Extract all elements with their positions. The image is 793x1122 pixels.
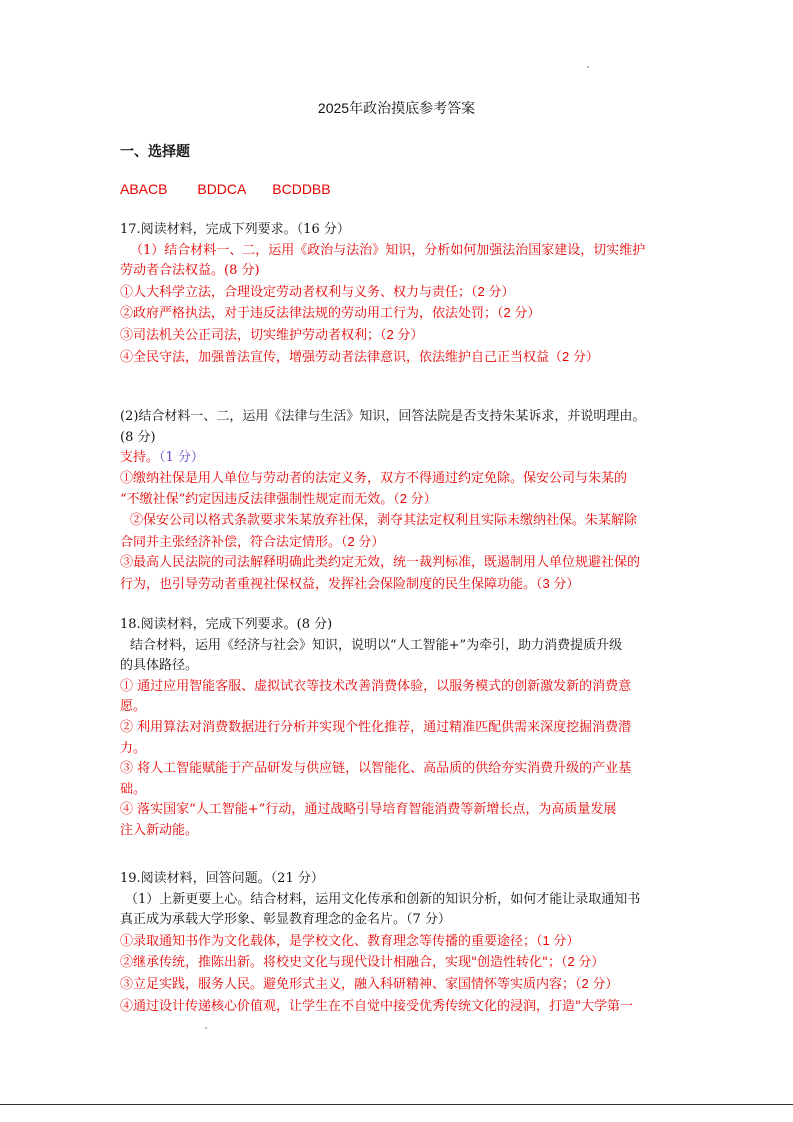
answer-group-3: BCDDBB xyxy=(272,181,331,197)
page-title: 2025年政治摸底参考答案 xyxy=(317,100,476,116)
choice-answers xyxy=(120,181,331,197)
q17-part1-prompt-line2: 劳动者合法权益。(8 分) xyxy=(120,263,260,279)
q18-prompt-line1: 结合材料，运用《经济与社会》知识，说明以“人工智能+”为牵引，助力消费提质升级 xyxy=(130,637,623,653)
q19-part1-point-4: ④通过设计传递核心价值观，让学生在不自觉中接受优秀传统文化的浸润，打造"大学第一 xyxy=(120,998,633,1014)
q17-part2-point-1-line1: ①缴纳社保是用人单位与劳动者的法定义务，双方不得通过约定免除。保安公司与朱某的 xyxy=(120,470,628,486)
q17-part2-point-2-line2: 合同并主张经济补偿，符合法定情形。（2 分） xyxy=(120,533,385,550)
q17-part1-point-4: ④全民守法，加强普法宣传，增强劳动者法律意识，依法维护自己正当权益（2 分） xyxy=(120,348,599,365)
q17-part2-prompt-line1: (2)结合材料一、二，运用《法律与生活》知识，回答法院是否支持朱某诉求，并说明理由。 xyxy=(120,409,646,424)
question-17-part2 xyxy=(120,407,680,595)
q18-point-2-line1: ② 利用算法对消费数据进行分析并实现个性化推荐，通过精准匹配供需来深度挖掘消费潜 xyxy=(120,719,632,735)
scan-dot xyxy=(587,66,589,68)
q18-point-4-line1: ④ 落实国家“人工智能+”行动，通过战略引导培育智能消费等新增长点，为高质量发展 xyxy=(120,802,617,818)
q19-part1-point-2: ②继承传统，推陈出新。将校史文化与现代设计相融合，实现"创造性转化"；（2 分） xyxy=(120,954,605,971)
q17-part2-point-1-line2: “不缴社保”约定因违反法律强制性规定而无效。（2 分） xyxy=(120,491,437,508)
q17-part2-prompt-line2: (8 分) xyxy=(120,429,156,445)
answer-group-2: BDDCA xyxy=(197,181,247,197)
scan-mark xyxy=(205,1027,207,1029)
q19-part1-point-1: ①录取通知书作为文化载体，是学校文化、教育理念等传播的重要途径；（1 分） xyxy=(120,932,580,949)
question-18 xyxy=(120,615,680,842)
q17-part2-point-3-line1: ③最高人民法院的司法解释明确此类约定无效，统一裁判标准，既遏制用人单位规避社保的 xyxy=(120,555,641,571)
q17-header: 17.阅读材料，完成下列要求。（16 分） xyxy=(120,222,350,237)
q17-part2-support: 支持。（1 分） xyxy=(120,450,204,466)
q18-point-2-line2: 力。 xyxy=(120,740,147,756)
q18-point-3-line1: ③ 将人工智能赋能于产品研发与供应链，以智能化、高品质的供给夯实消费升级的产业基 xyxy=(120,761,632,777)
page-bottom-rule xyxy=(0,1104,793,1105)
answer-group-1: ABACB xyxy=(120,181,168,197)
q18-prompt-line2: 的具体路径。 xyxy=(120,658,199,674)
q17-part1-point-1: ①人大科学立法，合理设定劳动者权利与义务、权力与责任；（2 分） xyxy=(120,283,515,300)
question-19 xyxy=(120,869,680,1017)
q19-part1-point-3: ③立足实践，服务人民。避免形式主义，融入科研精神、家国情怀等实质内容；（2 分） xyxy=(120,975,619,992)
q19-part1-prompt-line1: （1）上新更要上心。结合材料，运用文化传承和创新的知识分析，如何才能让录取通知书 xyxy=(125,891,641,907)
q18-point-4-line2: 注入新动能。 xyxy=(120,822,199,838)
q19-part1-prompt-line2: 真正成为承载大学形象、彰显教育理念的金名片。（7 分） xyxy=(120,912,451,928)
section-heading-choice: 一、选择题 xyxy=(120,143,190,159)
q18-point-3-line2: 础。 xyxy=(120,781,147,797)
question-17 xyxy=(120,220,680,368)
q17-part1-prompt-line1: （1）结合材料一、二，运用《政治与法治》知识，分析如何加强法治国家建设，切实维护 xyxy=(130,242,646,258)
q17-part1-point-3: ③司法机关公正司法，切实维护劳动者权利；（2 分） xyxy=(120,326,424,343)
q17-part2-point-2-line1: ②保安公司以格式条款要求朱某放弃社保，剥夺其法定权利且实际未缴纳社保。朱某解除 xyxy=(130,512,638,528)
q17-part2-point-3-line2: 行为，也引导劳动者重视社保权益，发挥社会保险制度的民生保障功能。（3 分） xyxy=(120,575,580,592)
q18-point-1-line1: ① 通过应用智能客服、虚拟试衣等技术改善消费体验，以服务模式的创新激发新的消费意 xyxy=(120,678,632,694)
q19-header: 19.阅读材料，回答问题。（21 分） xyxy=(120,871,324,886)
q17-part1-point-2: ②政府严格执法，对于违反法律法规的劳动用工行为，依法处罚；（2 分） xyxy=(120,305,541,322)
q18-header: 18.阅读材料，完成下列要求。(8 分) xyxy=(120,617,333,632)
q18-point-1-line2: 愿。 xyxy=(120,699,147,715)
